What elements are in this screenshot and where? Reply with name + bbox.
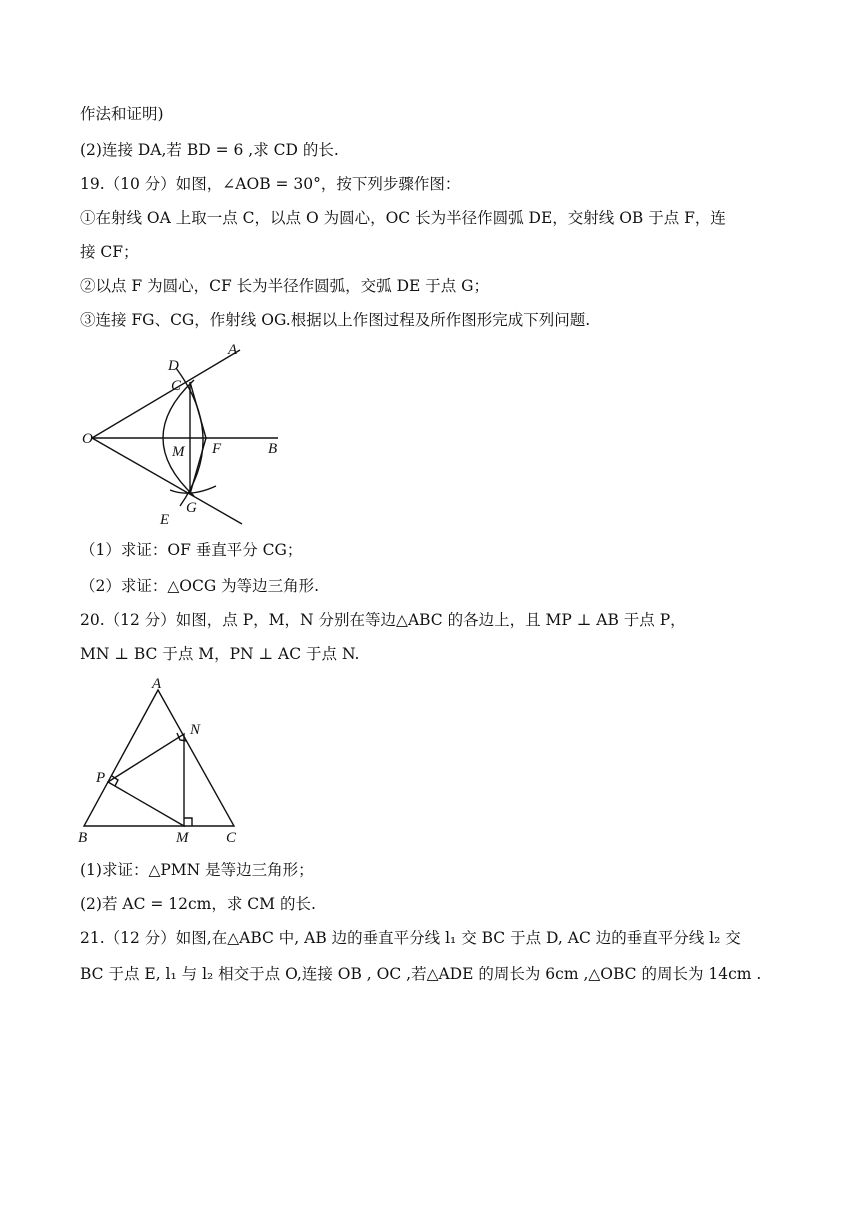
problem-21-title-cont: BC 于点 E, l₁ 与 l₂ 相交于点 O,连接 OB , OC ,若△ADE 的周长为 6cm ,△OBC 的周长为 14cm . (80, 965, 762, 983)
problem-20-title: 20.（12 分）如图，点 P，M，N 分别在等边△ABC 的各边上，且 MP ⊥ AB 于点 P， (80, 611, 686, 629)
label-A: A (228, 342, 238, 358)
label-M: M (172, 444, 185, 460)
label-M: M (176, 830, 189, 846)
label-A: A (152, 676, 162, 692)
label-P: P (96, 770, 106, 786)
label-O: O (82, 431, 93, 447)
label-G: G (186, 500, 197, 516)
problem-19-q2: （2）求证：△OCG 为等边三角形. (80, 577, 320, 595)
figure-equilateral-triangle (74, 672, 254, 848)
label-F: F (212, 441, 222, 457)
problem-21-title: 21.（12 分）如图,在△ABC 中, AB 边的垂直平分线 l₁ 交 BC 于点 D, AC 边的垂直平分线 l₂ 交 (80, 929, 741, 947)
label-C: C (171, 378, 182, 394)
label-N: N (190, 722, 201, 738)
triangle-PMN (108, 734, 184, 826)
label-E: E (160, 512, 170, 528)
problem-19-step-1: ①在射线 OA 上取一点 C，以点 O 为圆心，OC 长为半径作圆弧 DE，交射线 OB 于点 F，连 (80, 209, 726, 227)
text-line-2: (2)连接 DA,若 BD = 6 ,求 CD 的长. (80, 141, 339, 159)
figure-angle-construction (78, 340, 298, 530)
label-C: C (226, 830, 237, 846)
problem-19-step-3: ③连接 FG、CG，作射线 OG.根据以上作图过程及所作图形完成下列问题. (80, 311, 591, 329)
label-B: B (78, 830, 88, 846)
problem-19-step-1-cont: 接 CF； (80, 243, 139, 261)
problem-19-q1: （1）求证：OF 垂直平分 CG； (80, 541, 303, 559)
problem-20-q2: (2)若 AC = 12cm，求 CM 的长. (80, 895, 316, 913)
problem-19-step-2: ②以点 F 为圆心，CF 长为半径作圆弧，交弧 DE 于点 G； (80, 277, 490, 295)
right-angle-M (184, 818, 192, 826)
triangle-ABC (84, 690, 234, 826)
problem-20-q1: (1)求证：△PMN 是等边三角形； (80, 861, 314, 879)
problem-20-title-cont: MN ⊥ BC 于点 M，PN ⊥ AC 于点 N. (80, 645, 360, 663)
ray-OA (92, 350, 240, 438)
text-line-1: 作法和证明) (80, 105, 164, 123)
label-D: D (168, 358, 179, 374)
problem-19-title: 19.（10 分）如图，∠AOB = 30°，按下列步骤作图： (80, 175, 461, 193)
label-B: B (268, 441, 278, 457)
